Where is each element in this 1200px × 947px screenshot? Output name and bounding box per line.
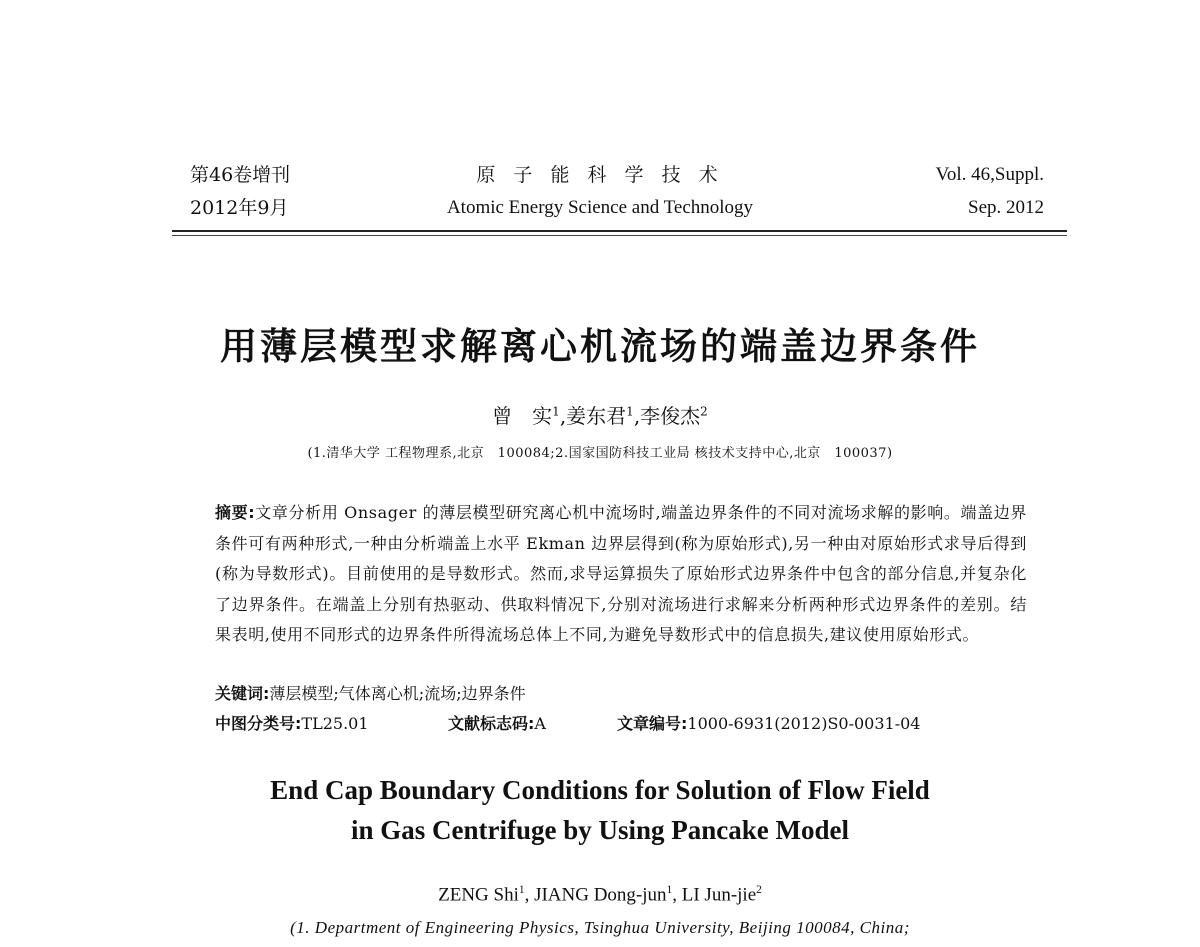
- abstract-text: 文章分析用 Onsager 的薄层模型研究离心机中流场时,端盖边界条件的不同对流场求解的影响。端盖边界条件可有两种形式,一种由分析端盖上水平 Ekman 边界层得到(称为原始形式),另一种由对原始形式求导后得到(称为导数形式)。目前使用的是导数形式。然而,求导运算损失了原始形式边界条件中包含的部分信息,并复杂化了边界条件。在端盖上分别有热驱动、供取料情况下,分别对流场进行求解来分析两种形式边界条件的差别。结果表明,使用不同形式的边界条件所得流场总体上不同,为避免导数形式中的信息损失,建议使用原始形式。: [215, 503, 1028, 644]
- article-number: [617, 711, 920, 734]
- author-cn-2-sup: 1: [626, 404, 634, 419]
- clc-label: 中图分类号:: [215, 714, 302, 733]
- author-en-2: , JIANG Dong-jun: [524, 884, 667, 906]
- affiliation-en: (1. Department of Engineering Physics, Tsinghua University, Beijing 100084, China;: [290, 918, 910, 937]
- clc-number: [215, 711, 369, 734]
- author-en-3: , LI Jun-jie: [672, 884, 757, 906]
- date-en: Sep. 2012: [968, 197, 1044, 218]
- doc-value: A: [534, 714, 546, 733]
- art-value: 1000-6931(2012)S0-0031-04: [687, 714, 921, 733]
- keywords-label: 关键词:: [215, 684, 270, 703]
- paper-title-en-line2: in Gas Centrifuge by Using Pancake Model: [350, 815, 849, 845]
- volume-cn: 第46卷增刊: [190, 164, 291, 186]
- date-cn: 2012年9月: [190, 197, 289, 219]
- paper-title-en-line1: End Cap Boundary Conditions for Solution of Flow Field: [270, 775, 930, 805]
- journal-title-cn: 原 子 能 科 学 技 术: [476, 164, 724, 186]
- author-en-2-sup: 1: [666, 884, 673, 896]
- authors-en: [0, 884, 1200, 906]
- author-cn-3: ,李俊杰: [633, 404, 701, 428]
- author-en-1: ZENG Shi: [438, 884, 519, 906]
- abstract-label: 摘要:: [215, 503, 256, 522]
- author-en-3-sup: 2: [756, 884, 762, 896]
- doc-label: 文献标志码:: [448, 714, 535, 733]
- author-cn-1: 曾 实: [492, 404, 553, 428]
- keywords-text: 薄层模型;气体离心机;流场;边界条件: [269, 684, 526, 703]
- art-label: 文章编号:: [617, 714, 688, 733]
- header-rule-thin: [172, 235, 1067, 236]
- author-cn-1-sup: 1: [552, 404, 560, 419]
- author-en-1-sup: 1: [518, 884, 525, 896]
- paper-title-cn: 用薄层模型求解离心机流场的端盖边界条件: [220, 325, 980, 368]
- affiliation-cn: (1.清华大学 工程物理系,北京 100084;2.国家国防科技工业局 核技术支持中心,北京 100037): [307, 446, 893, 461]
- authors-cn: [0, 400, 1200, 429]
- journal-title-en: Atomic Energy Science and Technology: [446, 197, 754, 218]
- document-code: [448, 711, 546, 734]
- abstract-cn: [215, 498, 1027, 651]
- author-cn-2: ,姜东君: [559, 404, 627, 428]
- keywords-cn: [215, 681, 526, 704]
- clc-value: TL25.01: [301, 714, 369, 733]
- author-cn-3-sup: 2: [700, 404, 708, 419]
- header-rule-thick: [172, 230, 1067, 232]
- volume-en: Vol. 46,Suppl.: [935, 164, 1044, 185]
